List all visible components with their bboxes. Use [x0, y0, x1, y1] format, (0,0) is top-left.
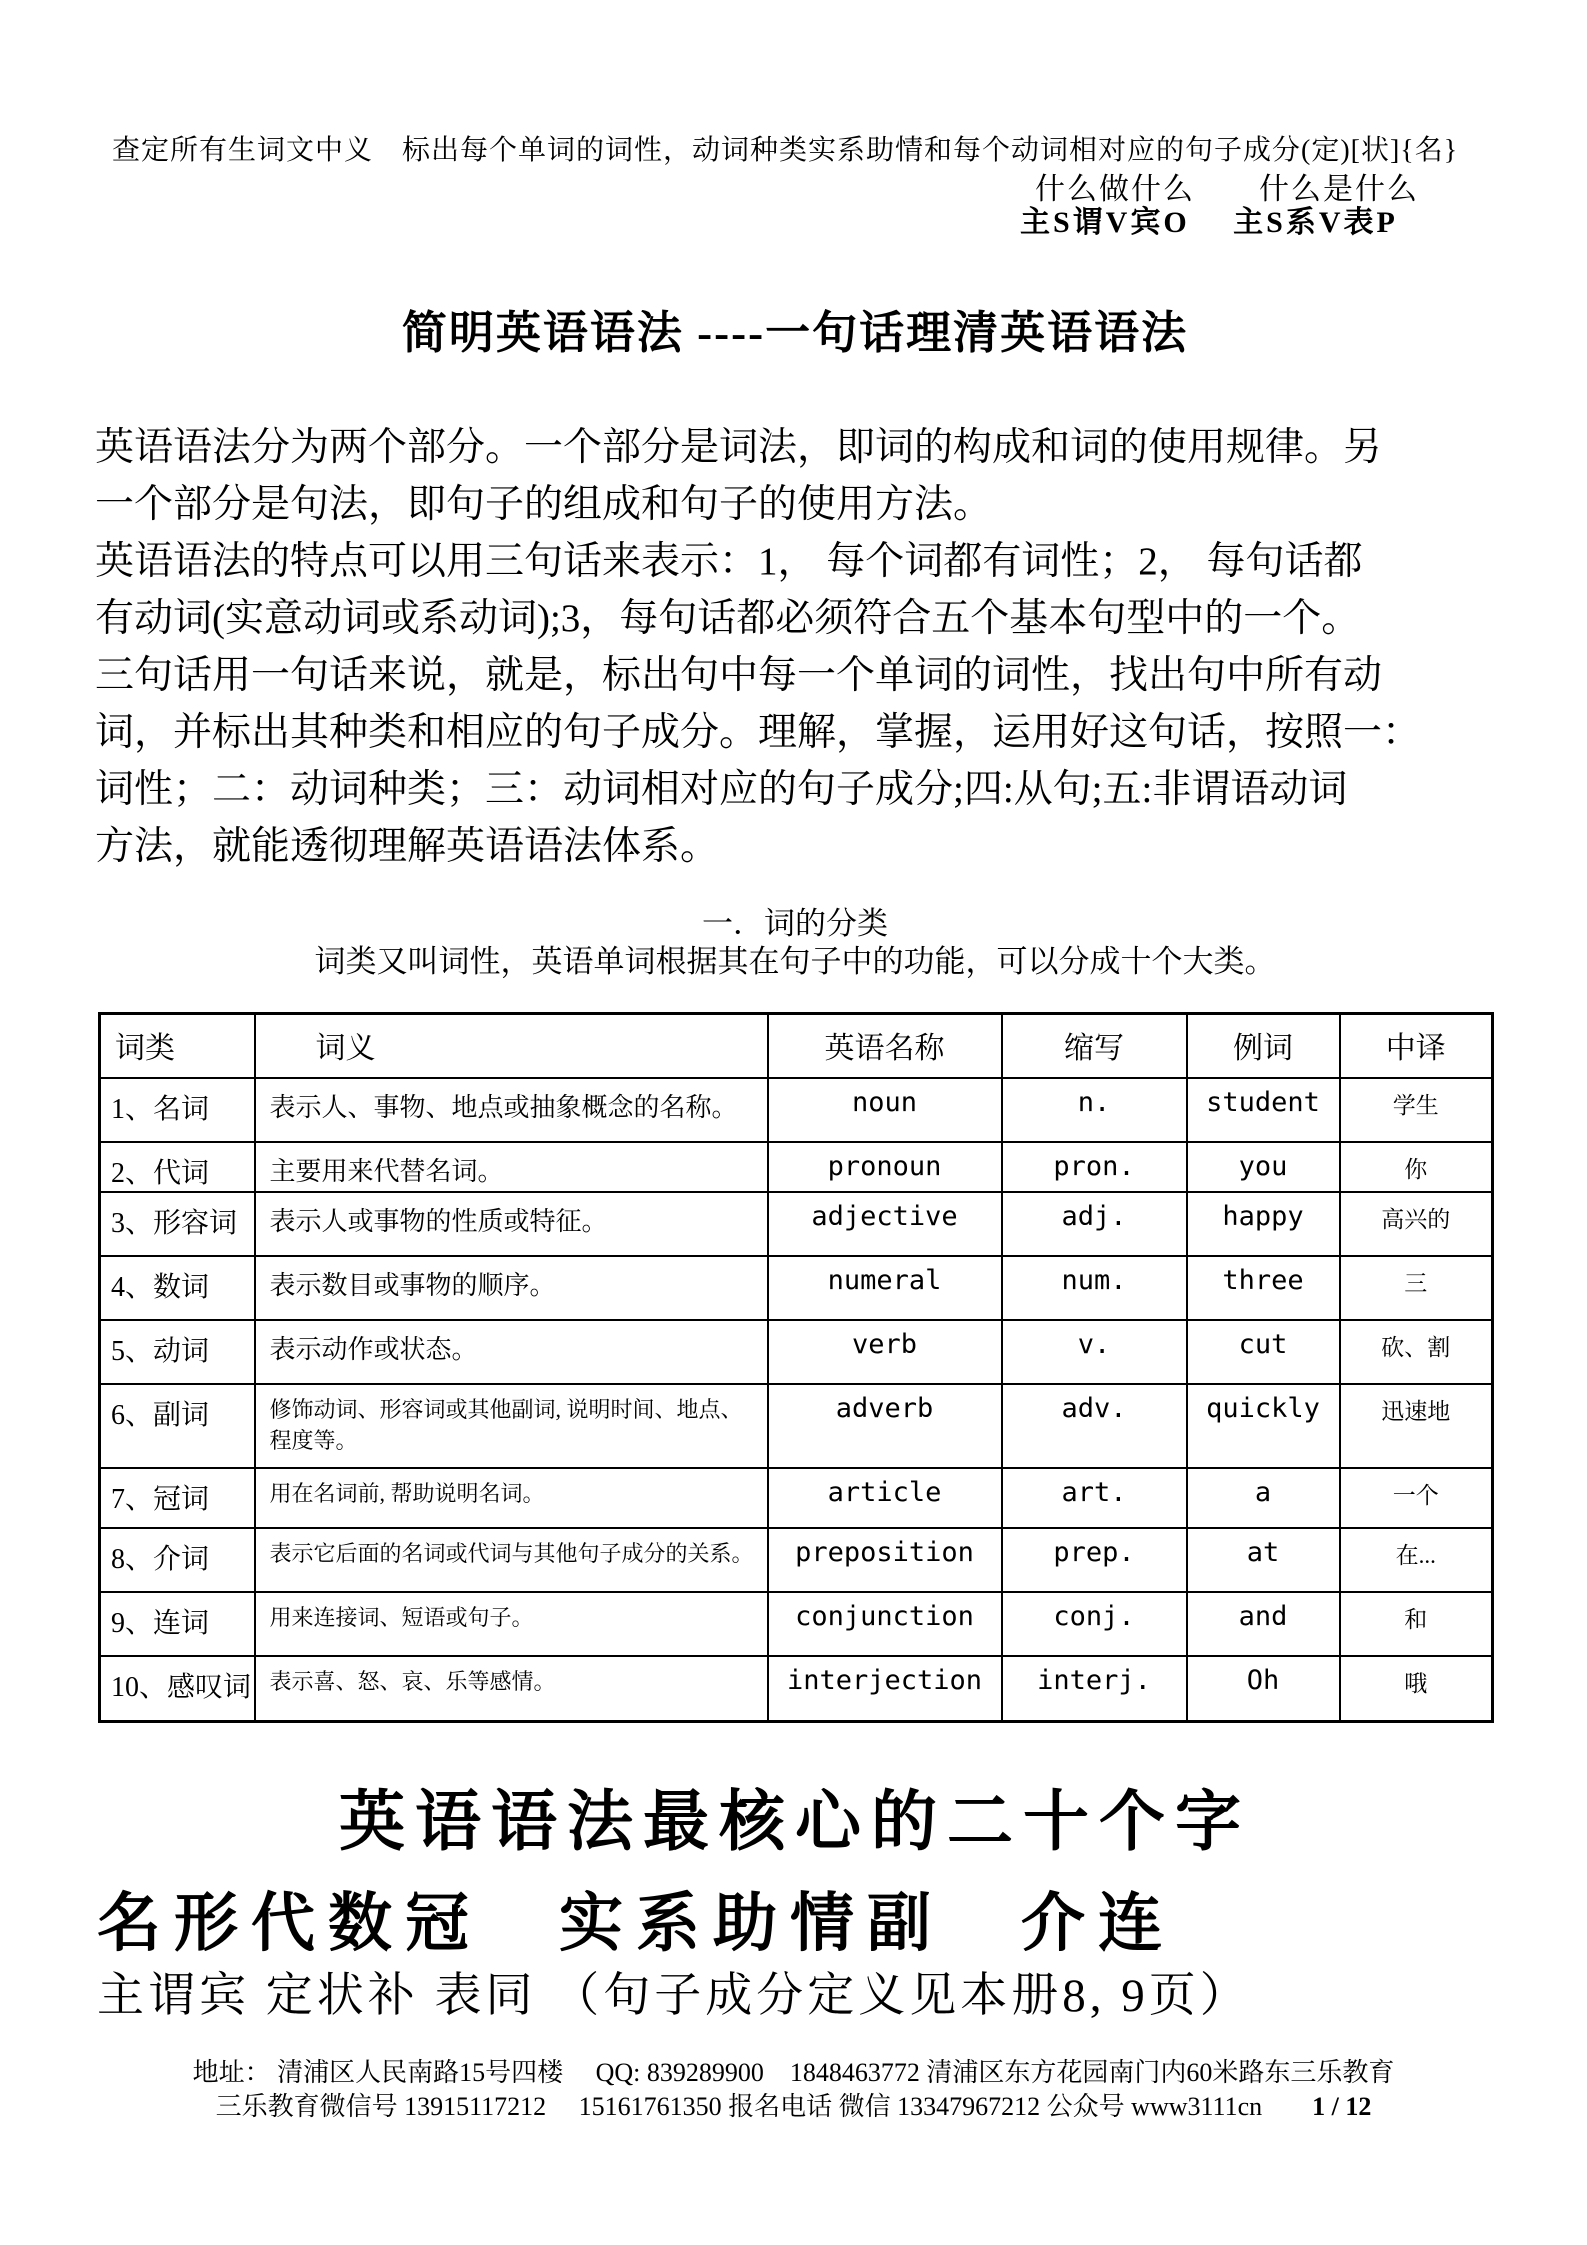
intro-line: 三句话用一句话来说，就是，标出句中每一个单词的词性，找出句中所有动 [95, 654, 1383, 697]
annotation-line-1: 查定所有生词文中义 标出每个单词的词性，动词种类实系助情和每个动词相对应的句子成分(定)[状]{名} [112, 135, 1459, 166]
table-header-cell: 中译 [1340, 1014, 1493, 1078]
table-cell: art. [1002, 1468, 1187, 1528]
section-subtitle: 词类又叫词性，英语单词根据其在句子中的功能，可以分成十个大类。 [314, 944, 1276, 979]
table-cell: conjunction [768, 1592, 1002, 1656]
table-cell: and [1187, 1592, 1340, 1656]
table-cell: 5、动词 [100, 1320, 255, 1384]
footer-address-line: 地址： 清浦区人民南路15号四楼 QQ: 839289900 1848463772 清浦区东方花园南门内60米路东三乐教育 [192, 2058, 1395, 2087]
section-heading: 一．词的分类 [702, 906, 888, 941]
table-cell: three [1187, 1256, 1340, 1320]
table-cell: 7、冠词 [100, 1468, 255, 1528]
table-cell: 4、数词 [100, 1256, 255, 1320]
table-row [100, 1528, 1493, 1592]
intro-line: 英语语法的特点可以用三句话来表示：1， 每个词都有词性；2， 每句话都 [95, 540, 1363, 583]
table-cell: 学生 [1340, 1078, 1493, 1142]
table-header-cell: 缩写 [1002, 1014, 1187, 1078]
table-cell: 9、连词 [100, 1592, 255, 1656]
intro-line: 方法，就能透彻理解英语语法体系。 [95, 825, 720, 868]
table-cell: 主要用来代替名词。 [255, 1142, 768, 1192]
table-cell: 表示数目或事物的顺序。 [255, 1256, 768, 1320]
table-cell: at [1187, 1528, 1340, 1592]
sentence-elements-line: 主谓宾 定状补 表同 （句子成分定义见本册8, 9页） [97, 1970, 1251, 2022]
table-cell: num. [1002, 1256, 1187, 1320]
table-row [100, 1078, 1493, 1142]
table-cell: 1、名词 [100, 1078, 255, 1142]
table-cell: noun [768, 1078, 1002, 1142]
table-header-cell: 英语名称 [768, 1014, 1002, 1078]
table-cell: 高兴的 [1340, 1192, 1493, 1256]
table-cell: 用来连接词、短语或句子。 [255, 1592, 768, 1656]
table-cell: conj. [1002, 1592, 1187, 1656]
table-cell: 3、形容词 [100, 1192, 255, 1256]
table-header-cell: 词义 [255, 1014, 768, 1078]
intro-line: 有动词(实意动词或系动词);3，每句话都必须符合五个基本句型中的一个。 [95, 597, 1361, 640]
intro-line: 一个部分是句法，即句子的组成和句子的使用方法。 [95, 483, 993, 526]
table-cell: prep. [1002, 1528, 1187, 1592]
table-cell: 修饰动词、形容词或其他副词, 说明时间、地点、程度等。 [255, 1384, 768, 1468]
table-cell: 迅速地 [1340, 1384, 1493, 1468]
table-cell: 哦 [1340, 1656, 1493, 1722]
core-words-line: 名形代数冠 实系助情副 介连 [97, 1888, 1175, 1959]
table-cell: quickly [1187, 1384, 1340, 1468]
core-heading: 英语语法最核心的二十个字 [339, 1786, 1251, 1859]
table-row [100, 1256, 1493, 1320]
table-cell: 三 [1340, 1256, 1493, 1320]
annotation-line-2: 什么做什么 什么是什么 [1035, 173, 1419, 206]
table-cell: v. [1002, 1320, 1187, 1384]
table-cell: 砍、割 [1340, 1320, 1493, 1384]
footer-contact-line [0, 2086, 1587, 2123]
table-cell: adj. [1002, 1192, 1187, 1256]
table-header-row [100, 1014, 1493, 1078]
footer-contact-text: 三乐教育微信号 13915117212 15161761350 报名电话 微信 13347967212 公众号 www3111cn [215, 2092, 1263, 2121]
table-cell: preposition [768, 1528, 1002, 1592]
table-header-cell: 例词 [1187, 1014, 1340, 1078]
table-cell: student [1187, 1078, 1340, 1142]
table-cell: Oh [1187, 1656, 1340, 1722]
intro-line: 词，并标出其种类和相应的句子成分。理解，掌握，运用好这句话，按照一： [95, 711, 1422, 754]
table-cell: pronoun [768, 1142, 1002, 1192]
table-cell: 8、介词 [100, 1528, 255, 1592]
table-cell: cut [1187, 1320, 1340, 1384]
table-cell: 在... [1340, 1528, 1493, 1592]
table-header-row [100, 1014, 1493, 1078]
table-cell: you [1187, 1142, 1340, 1192]
table-cell: adv. [1002, 1384, 1187, 1468]
page-number: 1 / 12 [1312, 2092, 1372, 2121]
annotation-line-3: 主S谓V宾O 主S系V表P [1020, 206, 1398, 239]
table-cell: 表示动作或状态。 [255, 1320, 768, 1384]
table-row [100, 1468, 1493, 1528]
table-row [100, 1384, 1493, 1468]
parts-of-speech-table [98, 1012, 1494, 1723]
table-header-cell: 词类 [100, 1014, 255, 1078]
table-row [100, 1656, 1493, 1722]
table-cell: 表示喜、怒、哀、乐等感情。 [255, 1656, 768, 1722]
table-cell: a [1187, 1468, 1340, 1528]
table-cell: 表示人、事物、地点或抽象概念的名称。 [255, 1078, 768, 1142]
table-cell: 用在名词前, 帮助说明名词。 [255, 1468, 768, 1528]
table-cell: happy [1187, 1192, 1340, 1256]
table-cell: 表示人或事物的性质或特征。 [255, 1192, 768, 1256]
table-row [100, 1320, 1493, 1384]
table-cell: 和 [1340, 1592, 1493, 1656]
table-cell: 表示它后面的名词或代词与其他句子成分的关系。 [255, 1528, 768, 1592]
table-cell: adjective [768, 1192, 1002, 1256]
page-title: 简明英语语法 ----一句话理清英语语法 [401, 308, 1189, 358]
table-cell: 一个 [1340, 1468, 1493, 1528]
intro-line: 词性；二：动词种类；三：动词相对应的句子成分;四:从句;五:非谓语动词 [95, 768, 1348, 811]
table-cell: 10、感叹词 [100, 1656, 255, 1722]
table-row [100, 1192, 1493, 1256]
table-cell: adverb [768, 1384, 1002, 1468]
table-cell: verb [768, 1320, 1002, 1384]
table-cell: numeral [768, 1256, 1002, 1320]
table-cell: 你 [1340, 1142, 1493, 1192]
table-cell: interj. [1002, 1656, 1187, 1722]
table-cell: n. [1002, 1078, 1187, 1142]
table-cell: article [768, 1468, 1002, 1528]
table-cell: 6、副词 [100, 1384, 255, 1468]
intro-paragraph [95, 419, 1505, 875]
table-row [100, 1142, 1493, 1192]
table-cell: pron. [1002, 1142, 1187, 1192]
table-cell: 2、代词 [100, 1142, 255, 1192]
table-cell: interjection [768, 1656, 1002, 1722]
intro-line: 英语语法分为两个部分。一个部分是词法，即词的构成和词的使用规律。另 [95, 426, 1383, 469]
table-row [100, 1592, 1493, 1656]
